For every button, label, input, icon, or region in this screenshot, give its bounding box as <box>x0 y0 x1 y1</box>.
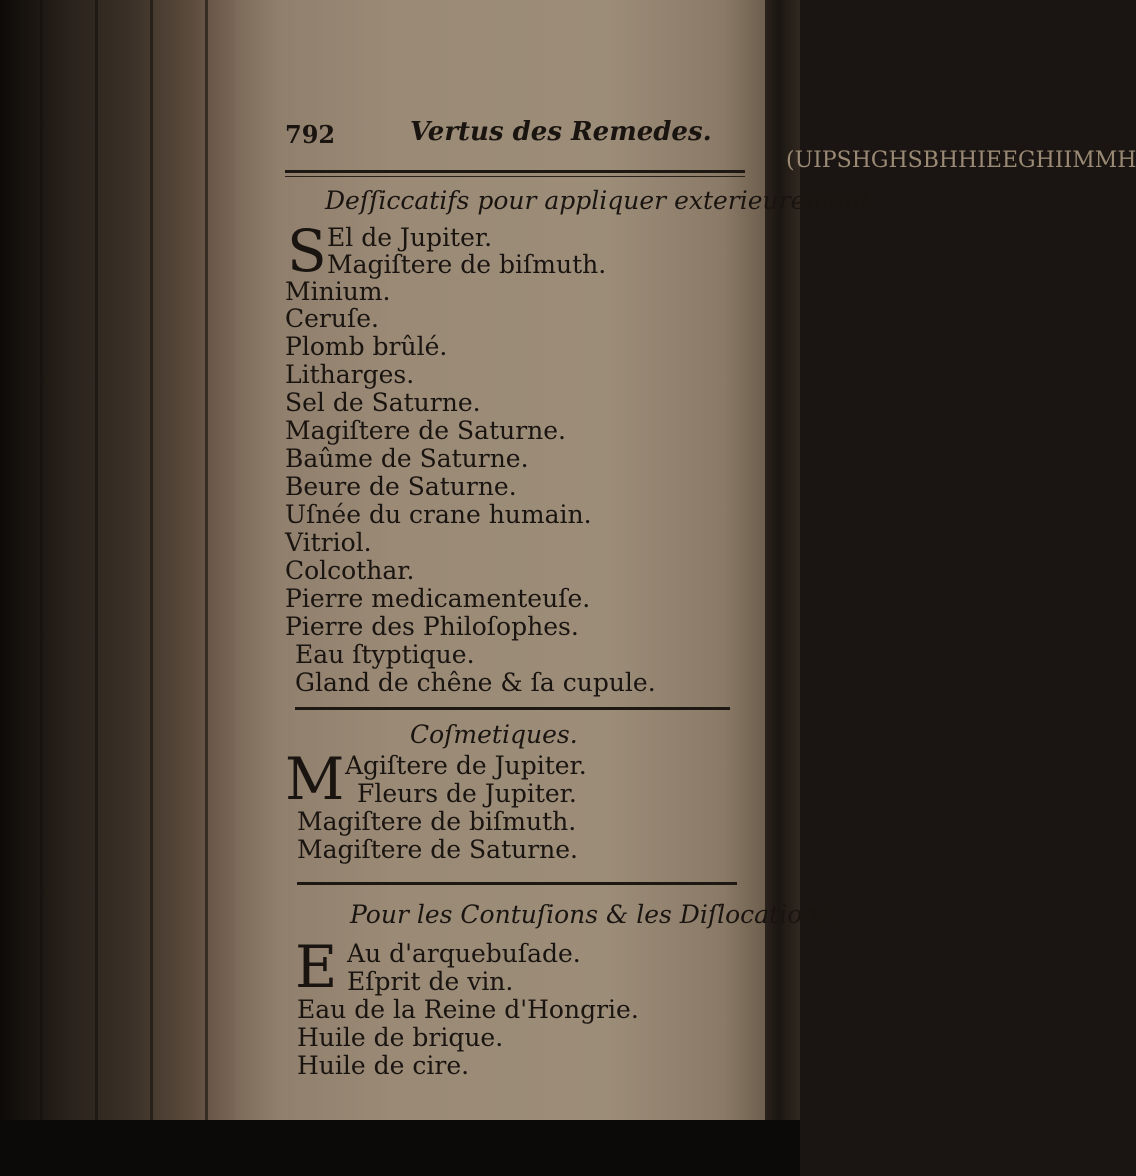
running-title: Vertus des Remedes. <box>410 117 712 147</box>
list-item: Pierre des Philoſophes. <box>285 612 579 641</box>
section-rule <box>295 707 730 710</box>
dropcap-e: E <box>295 933 338 1001</box>
facing-page-letters: (UIPSHGHSBHHIEEGHIIMMH <box>786 148 1136 173</box>
list-item: Agiſtere de Jupiter. <box>345 751 587 780</box>
book-left-edge <box>0 0 235 1176</box>
dropcap-s: S <box>287 217 327 285</box>
list-item: Gland de chêne & ſa cupule. <box>295 668 656 697</box>
dropcap-m: M <box>285 745 345 813</box>
list-item: Beure de Saturne. <box>285 472 517 501</box>
list-item: Eſprit de vin. <box>347 967 514 996</box>
list-item: Uſnée du crane humain. <box>285 500 592 529</box>
list-item: Magiſtere de Saturne. <box>285 416 567 445</box>
section-rule <box>297 882 737 885</box>
header-rule-thin <box>285 176 745 177</box>
list-item: Plomb brûlé. <box>285 332 448 361</box>
section-title-dessiccatifs: Deſſiccatifs pour appliquer exterieurement. <box>325 186 878 215</box>
header-rule <box>285 170 745 173</box>
list-item: Magiſtere de biſmuth. <box>297 807 577 836</box>
list-item: Huile de cire. <box>297 1051 470 1080</box>
page-number: 792 <box>285 120 336 149</box>
list-item: Colcothar. <box>285 556 415 585</box>
list-item: Fleurs de Jupiter. <box>357 779 577 808</box>
list-item: Magiſtere de Saturne. <box>297 835 579 864</box>
list-item: Eau de la Reine d'Hongrie. <box>297 995 639 1024</box>
list-item: Baûme de Saturne. <box>285 444 529 473</box>
list-item: Ceruſe. <box>285 304 379 333</box>
list-item: Huile de brique. <box>297 1023 504 1052</box>
section-title-cosmetiques: Coſmetiques. <box>410 720 578 749</box>
list-item: Eau ſtyptique. <box>295 640 475 669</box>
list-item: Minium. <box>285 277 391 306</box>
list-item: Magiſtere de biſmuth. <box>327 250 607 279</box>
list-item: Au d'arquebuſade. <box>347 939 581 968</box>
list-item: Litharges. <box>285 360 415 389</box>
book-page <box>235 0 878 1120</box>
list-item: El de Jupiter. <box>327 223 493 252</box>
book-bottom-edge <box>0 1120 800 1176</box>
list-item: Vitriol. <box>285 528 372 557</box>
section-title-contusions: Pour les Contuſions & les Diſlocations. <box>350 900 840 929</box>
list-item: Pierre medicamenteuſe. <box>285 584 591 613</box>
list-item: Sel de Saturne. <box>285 388 481 417</box>
